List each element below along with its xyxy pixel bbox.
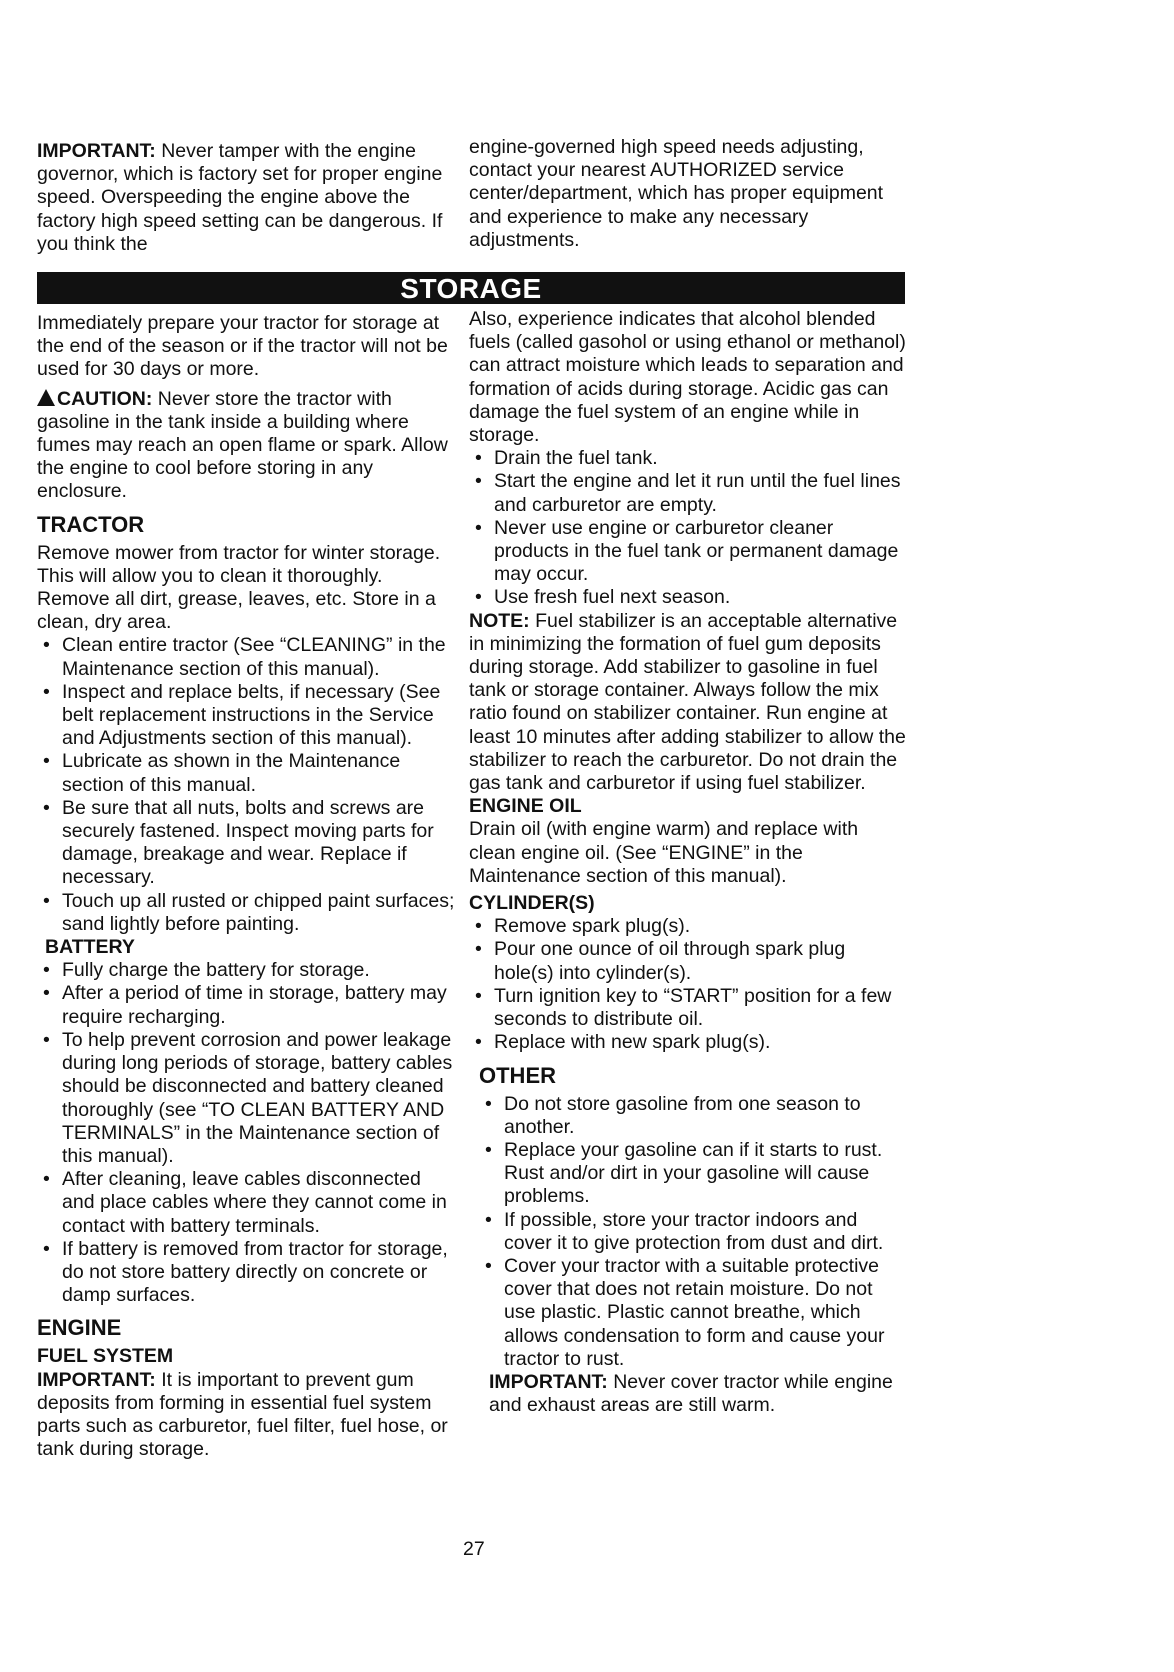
- engine-oil-heading: ENGINE OIL: [469, 795, 582, 818]
- list-item: • Fully charge the battery for storage.: [37, 959, 457, 982]
- list-item: • To help prevent corrosion and power leakage during long periods of storage, battery cables should be disconnected and battery cleaned thoroughly (see “TO CLEAN BATTERY AND TERMINALS” in the Maintenance section of this manual).: [37, 1029, 457, 1168]
- engine-heading: ENGINE: [37, 1315, 122, 1341]
- list-item: • After a period of time in storage, battery may require recharging.: [37, 982, 457, 1028]
- list-item: • Touch up all rusted or chipped paint surfaces; sand lightly before painting.: [37, 890, 457, 936]
- fuel-system-text: It is important to prevent gum deposits from forming in essential fuel system parts such as carburetor, fuel filter, fuel hose, or tank during storage.: [37, 1368, 448, 1461]
- alcohol-fuel-paragraph: Also, experience indicates that alcohol blended fuels (called gasohol or using ethanol or methanol) can attract moisture which leads to separation and formation of acids during storage. Acidic gas can damage the fuel system of an engine while in storage.: [469, 308, 906, 447]
- note-label: NOTE:: [469, 609, 530, 632]
- list-item: • If battery is removed from tractor for storage, do not store battery directly on concrete or damp surfaces.: [37, 1238, 457, 1308]
- engine-oil-text: Drain oil (with engine warm) and replace with clean engine oil. (See “ENGINE” in the Maintenance section of this manual).: [469, 818, 859, 887]
- tractor-heading: TRACTOR: [37, 511, 145, 537]
- list-item: • After cleaning, leave cables disconnected and place cables where they cannot come in contact with battery terminals.: [37, 1168, 457, 1238]
- list-item: • Never use engine or carburetor cleaner products in the fuel tank or permanent damage may occur.: [469, 517, 907, 587]
- battery-list: [37, 959, 457, 1307]
- list-item: • Inspect and replace belts, if necessary (See belt replacement instructions in the Service and Adjustments section of this manual).: [37, 681, 457, 751]
- cylinders-list: [469, 915, 907, 1054]
- list-item: • Pour one ounce of oil through spark plug hole(s) into cylinder(s).: [469, 938, 907, 984]
- warning-triangle-icon: [37, 389, 55, 406]
- final-important-text: Never cover tractor while engine and exhaust areas are still warm.: [489, 1370, 893, 1417]
- caution-paragraph: [37, 388, 457, 504]
- list-item: • If possible, store your tractor indoors and cover it to give protection from dust and dirt.: [479, 1209, 907, 1255]
- governor-warning: Never tamper with the engine governor, which is factory set for proper engine speed. Overspeeding the engine above the factory high speed setting can be dangerous. If you think the: [37, 140, 443, 255]
- fuel-list: [469, 447, 907, 609]
- final-important-paragraph: [489, 1371, 907, 1417]
- list-item: • Clean entire tractor (See “CLEANING” in the Maintenance section of this manual).: [37, 634, 457, 680]
- tractor-list: [37, 634, 457, 936]
- caution-text: Never store the tractor with gasoline in the tank inside a building where fumes may reach an open flame or spark. Allow the engine to cool before storing in any enclosure.: [37, 387, 448, 503]
- list-item: • Remove spark plug(s).: [469, 915, 907, 938]
- battery-heading: BATTERY: [45, 936, 135, 959]
- tractor-text: Remove mower from tractor for winter storage. This will allow you to clean it thoroughly. Remove all dirt, grease, leaves, etc. Store in a clean, dry area.: [37, 541, 441, 634]
- note-text: Fuel stabilizer is an acceptable alternative in minimizing the formation of fuel gum deposits during storage. Add stabilizer to gasoline in fuel tank or storage container. Always follow the mix ratio found on stabilizer container. Run engine at least 10 minutes after adding stabilizer to allow the stabilizer to reach the carburetor. Do not drain the gas tank and carburetor if using fuel stabilizer.: [469, 609, 906, 795]
- fuel-system-paragraph: [37, 1369, 457, 1462]
- page-number: 27: [463, 1538, 485, 1560]
- storage-banner: STORAGE: [37, 272, 905, 304]
- list-item: • Turn ignition key to “START” position for a few seconds to distribute oil.: [469, 985, 907, 1031]
- other-heading: OTHER: [479, 1062, 556, 1088]
- other-list: [479, 1093, 907, 1371]
- top-right-text: [469, 136, 907, 252]
- list-item: • Lubricate as shown in the Maintenance section of this manual.: [37, 750, 457, 796]
- important-label: IMPORTANT:: [489, 1370, 608, 1393]
- left-column: [37, 312, 457, 1461]
- right-column: [469, 308, 907, 1417]
- list-item: • Drain the fuel tank.: [469, 447, 907, 470]
- list-item: • Replace your gasoline can if it starts to rust. Rust and/or dirt in your gasoline will cause problems.: [479, 1139, 907, 1209]
- list-item: • Cover your tractor with a suitable protective cover that does not retain moisture. Do not use plastic. Plastic cannot breathe, which allows condensation to form and cause your tractor to rust.: [479, 1255, 907, 1371]
- list-item: • Do not store gasoline from one season to another.: [479, 1093, 907, 1139]
- list-item: • Replace with new spark plug(s).: [469, 1031, 907, 1054]
- intro-paragraph: Immediately prepare your tractor for storage at the end of the season or if the tractor will not be used for 30 days or more.: [37, 312, 448, 381]
- fuel-system-heading: FUEL SYSTEM: [37, 1345, 174, 1368]
- list-item: • Be sure that all nuts, bolts and screws are securely fastened. Inspect moving parts for damage, breakage and wear. Replace if necessary.: [37, 797, 457, 890]
- list-item: • Start the engine and let it run until the fuel lines and carburetor are empty.: [469, 470, 907, 516]
- cylinders-heading: CYLINDER(S): [469, 892, 595, 915]
- important-label: IMPORTANT:: [37, 1368, 156, 1391]
- important-label: IMPORTANT:: [37, 140, 156, 162]
- list-item: • Use fresh fuel next season.: [469, 586, 907, 609]
- note-paragraph: [469, 610, 907, 796]
- governor-continuation: engine-governed high speed needs adjusting, contact your nearest AUTHORIZED service center/department, which has proper equipment and experience to make any necessary adjustments.: [469, 136, 884, 251]
- caution-label: CAUTION:: [57, 387, 153, 410]
- top-left-text: [37, 140, 457, 256]
